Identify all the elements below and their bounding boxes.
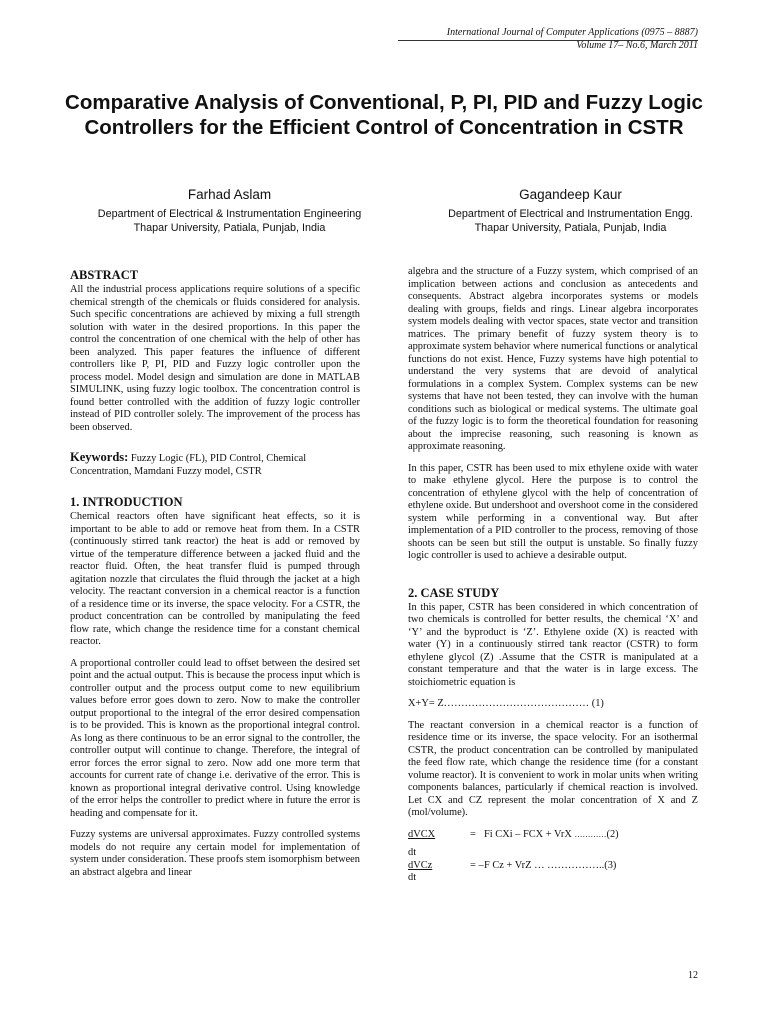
keywords [70,451,360,478]
equation-1: X+Y= Z…………………………………… (1) [408,698,604,709]
equation-2-denominator: dt [408,847,417,858]
case-study-paragraph: The reactant conversion in a chemical reactor is a function of residence time or its inverse, the space velocity. For an isothermal CSTR, the product concentration can be controlled by manipulated the feed flow rate, which change the residence time (for a constant volume reactor). It is convenient to work in molar units when writing components balances, particularly if chemical reaction is involved. Let CX and CZ represent the molar concentration of X and Z (mol/volume). [408,719,698,818]
header-rule [398,40,698,41]
left-column [70,268,360,888]
author-1 [57,186,402,235]
keywords-text: Fuzzy Logic (FL), PID Control, Chemical Concentration, Mamdani Fuzzy model, CSTR [70,453,307,477]
equation-3-dots: … …………….. [534,859,605,871]
author-university: Thapar University, Patiala, Punjab, India [474,221,667,234]
journal-header [278,26,698,52]
equation-2-rhs [484,829,698,842]
body-paragraph: algebra and the structure of a Fuzzy system, which comprised of an implication between actions and conclusion as antecedents and consequents. Abstract algebra incorporates systems or models dealing with groups, fields and rings. Linear algebra incorporates system models dealing with vector spaces, state vector and transition matrices. The primary benefit of fuzzy system theory is to approximate system behavior where numerical functions or analytical functions do not exist. Hence, Fuzzy systems have high potential to understand the very systems that are devoid of analytical formulations in a complex System. Complex systems can be new systems that have not been tested, they can involve with the human conditions such as biological or medical systems. The ultimate goal of the fuzzy logic is to form the theoretical foundation for reasoning about the imprecise reasoning, such reasoning is known as approximate reasoning. [408,266,698,452]
equation-2-sign: = [470,828,476,840]
equation-3-terms: F Cz + VrZ [484,859,532,871]
abstract-text: All the industrial process applications require solutions of a specific chemical strength of the chemicals or fluids considered for analysis. Such specific concentrations are achieved by mixing a full strength solution with water in the desired proportions. In this paper the control the concentration of one chemical with the help of other has been analyzed. This paper features the influence of different controllers like P, PI, PID and Fuzzy logic controller upon the process model. Model design and simulation are done in MATLAB SIMULINK, using fuzzy logic toolbox. The concentration control is found better controlled with the addition of fuzzy logic controller instead of PID controller solely. The improvement of the process has been observed. [70,284,360,433]
author-2 [398,186,743,235]
equation-2-number: (2) [606,828,619,840]
equation-2-terms: Fi CXi – FCX + VrX [484,828,572,840]
keywords-label: Keywords: [70,450,129,464]
equation-3-number: (3) [604,859,617,871]
right-column [408,266,698,885]
equation-2-lhs: dVCX [408,828,436,840]
paper-title: Comparative Analysis of Conventional, P, PI, PID and Fuzzy Logic Controllers for the Efficient Control of Concentration in CSTR [65,91,703,139]
author-university: Thapar University, Patiala, Punjab, India [133,221,326,234]
author-name: Gagandeep Kaur [519,187,622,202]
intro-paragraph: A proportional controller could lead to offset between the desired set point and the actual output. This is because the process input which is controller output and the process output come to new equilibrium values before error goes down to zero. Now to make the controller output proportional to the integral of the error desired compensation is to be provided. This is known as the proportional integral control. As long as there continuous to be an error signal to the controller, the controller output will continue to change. Therefore, the integral of error forces the error signal to zero. Now add one more term that accounts for current rate of change i.e. derivative of the error. This is known as proportional integral derivative control. Using knowledge of the error helps the controller to predict where in future the error is heading and compensate for it. [70,657,360,819]
abstract-heading: ABSTRACT [70,268,139,282]
body-paragraph: In this paper, CSTR has been used to mix ethylene oxide with water to make ethylene glycol. Here the purpose is to control the concentration of ethylene glycol with the help of concentration of ethylene oxide. But undershoot and overshoot come in the considered system while performing in a conventional way. But after implementation of a PID controller to the process, removing of those shoots can be seen but still the output is unstable. So finally fuzzy logic controller is used to achieve a desirable output. [408,462,698,561]
equation-2 [408,829,698,842]
author-name: Farhad Aslam [187,187,272,202]
intro-paragraph: Chemical reactors often have significant heat effects, so it is important to be able to add or remove heat from them. In a CSTR (continuously stirred tank reactor) the heat is add or removed by virtue of the temperature difference between a jacked fluid and the reactor fluid. Often, the heat transfer fluid is pumped through agitation nozzle that circulates the fluid through the jacket at a high velocity. The reactant conversion in a chemical reactor is a function of a residence time or its inverse, the space velocity. For a CSTR, the product concentration can be controlled by manipulating the feed flow rate, which change the residence time for a constant chemical reactor. [70,511,360,647]
page-number: 12 [688,970,698,981]
equation-3-denominator: dt [408,872,417,883]
journal-name: International Journal of Computer Applications (0975 – 8887) [446,27,698,38]
equation-3-lhs: dVCz [408,859,433,871]
case-study-paragraph: In this paper, CSTR has been considered in which concentration of two chemicals is controlled for better results, the chemical ‘X’ and ‘Y’ and the byproduct is ‘Z’. Ethylene oxide (X) is reacted with water (Y) in a continuously stirred tank reactor (CSTR) to form ethylene glycol (Z) .Assume that the CSTR is manipulated at a constant temperature and that the water is in large excess. The stoichiometric equation is [408,601,698,688]
introduction-heading: 1. INTRODUCTION [70,495,183,509]
equation-2-dots: ………… [574,829,607,839]
equation-3 [408,860,698,873]
author-department: Department of Electrical and Instrumentation Engg. [448,208,693,220]
equation-3-sign: = – [470,859,484,871]
intro-paragraph: Fuzzy systems are universal approximates. Fuzzy controlled systems models do not require any certain model for implementation of system under consideration. These proofs stem isomorphism between an abstract algebra and linear [70,829,360,878]
equation-3-rhs [484,860,698,873]
journal-volume: Volume 17– No.6, March 2011 [576,40,698,51]
author-department: Department of Electrical & Instrumentation Engineering [97,208,362,220]
case-study-heading: 2. CASE STUDY [408,585,500,600]
